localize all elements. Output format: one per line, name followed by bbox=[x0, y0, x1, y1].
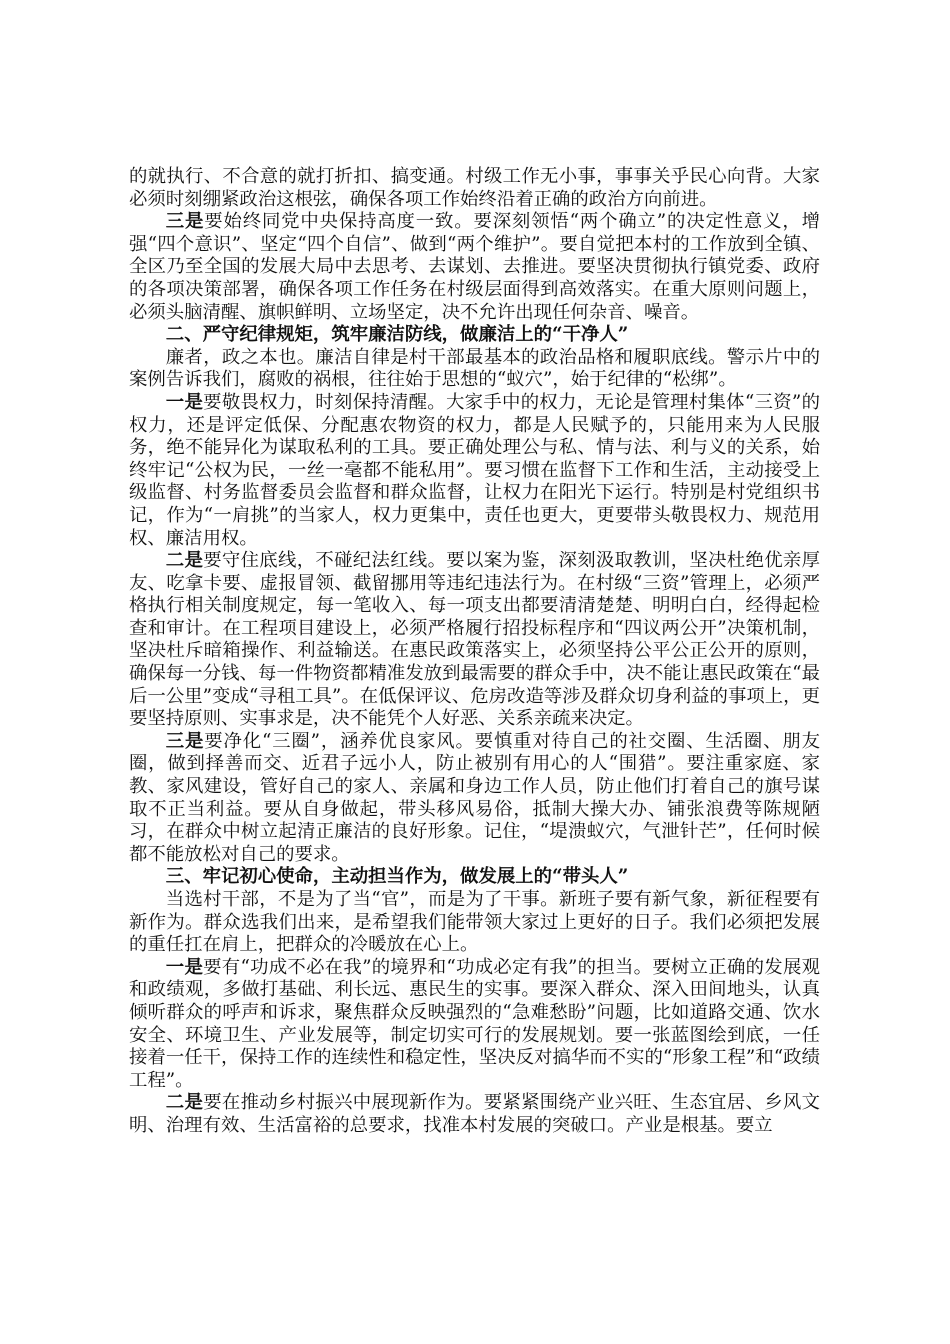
paragraph-lead: 一是 bbox=[165, 391, 204, 413]
paragraph-5 bbox=[129, 550, 820, 731]
paragraph-lead: 一是 bbox=[165, 956, 204, 978]
paragraph-text: 要净化“三圈”，涵养优良家风。要慎重对待自己的社交圈、生活圈、朋友圈，做到择善而交、近君子远小人，防止被别有用心的人“围猎”。要注重家庭、家教、家风建设，管好自己的家人、亲属和身边工作人员，防止他们打着自己的旗号谋取不正当利益。要从自身做起，带头移风易俗，抵制大操大办、铺张浪费等陈规陋习，在群众中树立起清正廉洁的良好形象。记住，“堤溃蚁穴，气泄针芒”，任何时候都不能放松对自己的要求。 bbox=[129, 730, 820, 865]
paragraph-4 bbox=[129, 392, 820, 550]
paragraph-1 bbox=[129, 166, 820, 211]
paragraph-text: 当选村干部，不是为了当“官”，而是为了干事。新班子要有新气象，新征程要有新作为。群众选我们出来，是希望我们能带领大家过上更好的日子。我们必须把发展的重任扛在肩上，把群众的冷暖放在心上。 bbox=[129, 889, 820, 956]
paragraph-7 bbox=[129, 889, 820, 957]
paragraph-lead: 二是 bbox=[165, 1092, 204, 1114]
paragraph-text: 的就执行、不合意的就打折扣、搞变通。村级工作无小事，事事关乎民心向背。大家必须时刻绷紧政治这根弦，确保各项工作始终沿着正确的政治方向前进。 bbox=[129, 166, 820, 210]
paragraph-6 bbox=[129, 731, 820, 867]
paragraph-2 bbox=[129, 211, 820, 324]
document-page bbox=[129, 166, 820, 1138]
paragraph-3 bbox=[129, 347, 820, 392]
section-heading-3: 三、牢记初心使命，主动担当作为，做发展上的“带头人” bbox=[165, 866, 629, 888]
paragraph-text: 要有“功成不必在我”的境界和“功成必定有我”的担当。要树立正确的发展观和政绩观，多做打基础、利长远、惠民生的实事。要深入群众、深入田间地头，认真倾听群众的呼声和诉求，聚焦群众反映强烈的“急难愁盼”问题，比如道路交通、饮水安全、环境卫生、产业发展等，制定切实可行的发展规划。要一张蓝图绘到底，一任接着一任干，保持工作的连续性和稳定性，坚决反对搞华而不实的“形象工程”和“政绩工程”。 bbox=[129, 956, 820, 1091]
paragraph-lead: 三是 bbox=[165, 730, 205, 752]
paragraph-text: 要在推动乡村振兴中展现新作为。要紧紧围绕产业兴旺、生态宜居、乡风文明、治理有效、生活富裕的总要求，找准本村发展的突破口。产业是根基。要立 bbox=[129, 1092, 820, 1136]
paragraph-9 bbox=[129, 1092, 820, 1137]
paragraph-8 bbox=[129, 957, 820, 1093]
paragraph-text: 要守住底线，不碰纪法红线。要以案为鉴，深刻汲取教训，坚决杜绝优亲厚友、吃拿卡要、虚报冒领、截留挪用等违纪违法行为。在村级“三资”管理上，必须严格执行相关制度规定，每一笔收入、每一项支出都要清清楚楚、明明白白，经得起检查和审计。在工程项目建设上，必须严格履行招投标程序和“四议两公开”决策机制，坚决杜斥暗箱操作、利益输送。在惠民政策落实上，必须坚持公平公正公开的原则，确保每一分钱、每一件物资都精准发放到最需要的群众手中，决不能让惠民政策在“最后一公里”变成“寻租工具”。在低保评议、危房改造等涉及群众切身利益的事项上，更要坚持原则、实事求是，决不能凭个人好恶、关系亲疏来决定。 bbox=[129, 550, 820, 730]
paragraph-lead: 三是 bbox=[165, 211, 205, 233]
paragraph-text: 要始终同党中央保持高度一致。要深刻领悟“两个确立”的决定性意义，增强“四个意识”、坚定“四个自信”、做到“两个维护”。要自觉把本村的工作放到全镇、全区乃至全国的发展大局中去思考、去谋划、去推进。要坚决贯彻执行镇党委、政府的各项决策部署，确保各项工作任务在村级层面得到高效落实。在重大原则问题上，必须头脑清醒、旗帜鲜明、立场坚定，决不允许出现任何杂音、噪音。 bbox=[129, 211, 820, 323]
paragraph-lead: 二是 bbox=[165, 550, 204, 572]
section-heading-2: 二、严守纪律规矩，筑牢廉洁防线，做廉洁上的“干净人” bbox=[165, 324, 629, 346]
paragraph-text: 要敬畏权力，时刻保持清醒。大家手中的权力，无论是管理村集体“三资”的权力，还是评定低保、分配惠农物资的权力，都是人民赋予的，只能用来为人民服务，绝不能异化为谋取私利的工具。要正确处理公与私、情与法、利与义的关系，始终牢记“公权为民，一丝一毫都不能私用”。要习惯在监督下工作和生活，主动接受上级监督、村务监督委员会监督和群众监督，让权力在阳光下运行。特别是村党组织书记，作为“一肩挑”的当家人，权力更集中，责任也更大，更要带头敬畏权力、规范用权、廉洁用权。 bbox=[129, 391, 820, 549]
paragraph-text: 廉者，政之本也。廉洁自律是村干部最基本的政治品格和履职底线。警示片中的案例告诉我们，腐败的祸根，往往始于思想的“蚁穴”，始于纪律的“松绑”。 bbox=[129, 346, 820, 391]
